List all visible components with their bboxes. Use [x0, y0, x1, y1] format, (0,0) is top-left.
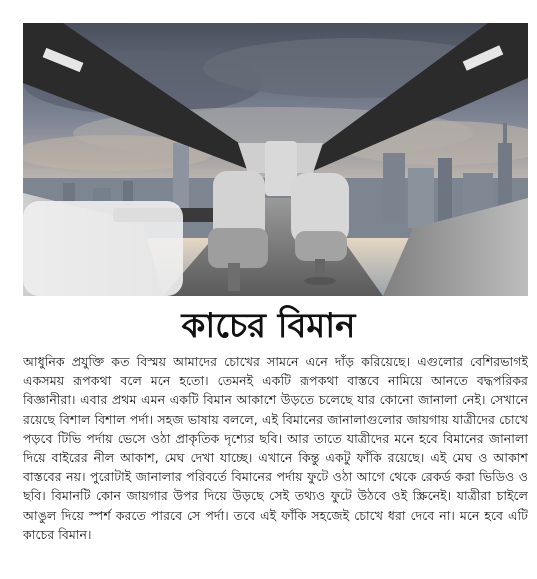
article-headline: কাচের বিমান [181, 306, 356, 346]
windowless-cabin-image [23, 23, 528, 296]
cabin-photo [23, 23, 528, 296]
article-body: আধুনিক প্রযুক্তি কত বিস্ময় আমাদের চোখের সামনে এনে দাঁড় করিয়েছে। এগুলোর বেশিরভাগই একসময় রূপকথা বলে মনে হতো। তেমনই একটি রূপকথা বাস্তবে নামিয়ে আনতে বদ্ধপরিকর বিজ্ঞানীরা। এবার প্রথম এমন একটি বিমান আকাশে উড়তে চলেছে যার কোনো জানালা নেই। সেখানে রয়েছে বিশাল বিশাল পর্দা। সহজ ভাষায় বললে, এই বিমানের জানালাগুলোর জায়গায় যাত্রীদের চোখে পড়বে টিভি পর্দায় ভেসে ওঠা প্রাকৃতিক দৃশ্যের ছবি। আর তাতে যাত্রীদের মনে হবে বিমানের জানালা দিয়ে বাইরের নীল আকাশ, মেঘ দেখা যাচ্ছে। এখানে কিন্তু একটু ফাঁকি রয়েছে। এই মেঘ ও আকাশ বাস্তবের নয়। পুরোটাই জানালার পরিবর্তে বিমানের পর্দায় ফুটে ওঠা আগে থেকে রেকর্ড করা ভিডিও ও ছবি। বিমানটি কোন জায়গার উপর দিয়ে উড়ছে সেই তথ্যও ফুটে উঠবে ওই স্ক্রিনেই। যাত্রীরা চাইলে আঙুল দিয়ে স্পর্শ করতে পারবে সে পর্দা। তবে এই ফাঁকি সহজেই চোখে ধরা দেবে না। মনে হবে এটি কাচের বিমান। [23, 354, 528, 542]
